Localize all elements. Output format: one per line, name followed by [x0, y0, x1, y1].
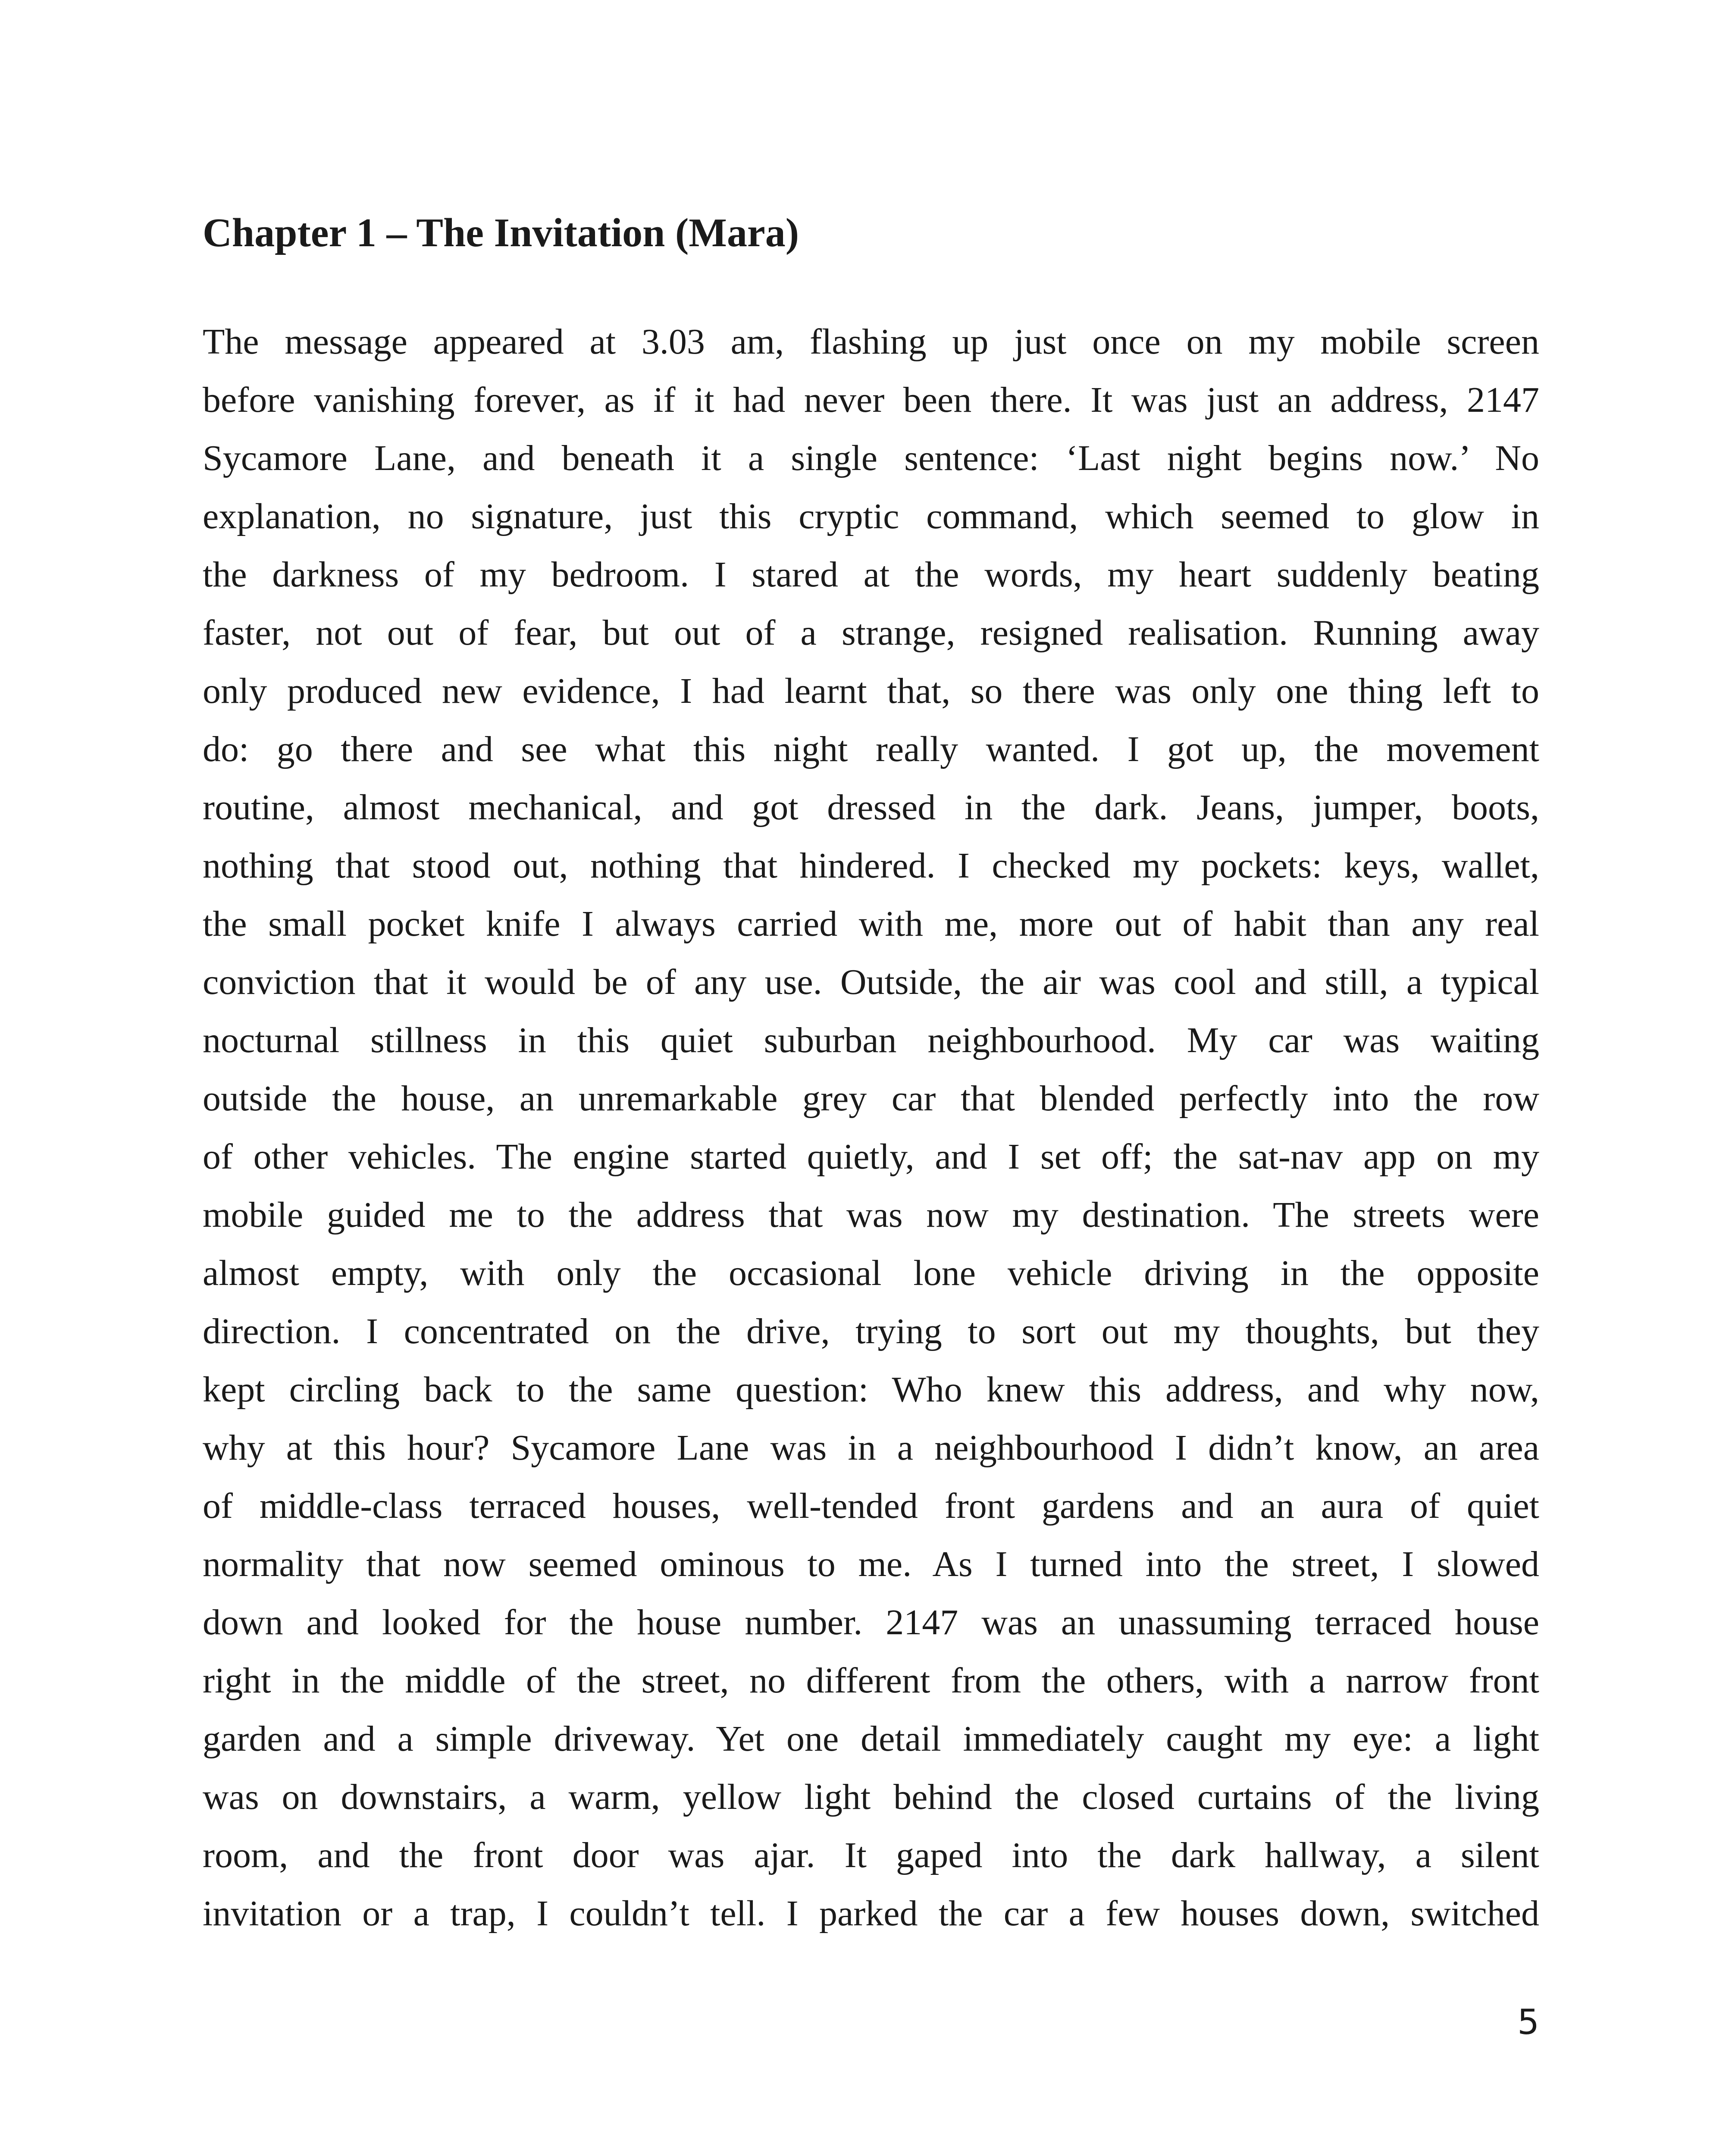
- text-line: almost empty, with only the occasional lone vehicle driving in the opposite: [203, 1253, 1539, 1293]
- chapter-title: Chapter 1 – The Invitation (Mara): [203, 210, 799, 255]
- chapter-body-text: [203, 313, 1539, 1943]
- text-line: explanation, no signature, just this cryptic command, which seemed to glow in: [203, 496, 1539, 536]
- text-line: kept circling back to the same question: Who knew this address, and why now,: [203, 1369, 1539, 1410]
- text-line: nothing that stood out, nothing that hindered. I checked my pockets: keys, wallet,: [203, 846, 1539, 886]
- text-line: down and looked for the house number. 2147 was an unassuming terraced house: [203, 1602, 1539, 1642]
- text-line: nocturnal stillness in this quiet suburban neighbourhood. My car was waiting: [203, 1020, 1539, 1060]
- text-line: Sycamore Lane, and beneath it a single sentence: ‘Last night begins now.’ No: [203, 438, 1539, 478]
- text-line: only produced new evidence, I had learnt that, so there was only one thing left to: [203, 671, 1539, 711]
- text-line: The message appeared at 3.03 am, flashing up just once on my mobile screen: [203, 322, 1539, 362]
- text-line: why at this hour? Sycamore Lane was in a neighbourhood I didn’t know, an area: [203, 1428, 1539, 1468]
- text-line: direction. I concentrated on the drive, trying to sort out my thoughts, but they: [203, 1311, 1539, 1351]
- text-line: the small pocket knife I always carried with me, more out of habit than any real: [203, 904, 1539, 944]
- text-line: of other vehicles. The engine started quietly, and I set off; the sat-nav app on my: [203, 1137, 1539, 1177]
- text-line: outside the house, an unremarkable grey car that blended perfectly into the row: [203, 1078, 1539, 1119]
- text-line: of middle-class terraced houses, well-tended front gardens and an aura of quiet: [203, 1486, 1539, 1526]
- text-line: room, and the front door was ajar. It gaped into the dark hallway, a silent: [203, 1835, 1539, 1875]
- text-line: do: go there and see what this night really wanted. I got up, the movement: [203, 729, 1539, 769]
- text-line: faster, not out of fear, but out of a strange, resigned realisation. Running away: [203, 613, 1539, 653]
- text-line: routine, almost mechanical, and got dressed in the dark. Jeans, jumper, boots,: [203, 787, 1539, 827]
- text-line: right in the middle of the street, no different from the others, with a narrow front: [203, 1661, 1539, 1701]
- text-line: was on downstairs, a warm, yellow light behind the closed curtains of the living: [203, 1777, 1539, 1817]
- text-line: normality that now seemed ominous to me. As I turned into the street, I slowed: [203, 1544, 1539, 1584]
- text-line: conviction that it would be of any use. Outside, the air was cool and still, a typical: [203, 962, 1539, 1002]
- text-line: the darkness of my bedroom. I stared at the words, my heart suddenly beating: [203, 555, 1539, 595]
- page-number: 5: [1517, 2002, 1539, 2042]
- text-line: invitation or a trap, I couldn’t tell. I parked the car a few houses down, switched: [203, 1893, 1539, 1934]
- text-line: mobile guided me to the address that was now my destination. The streets were: [203, 1195, 1539, 1235]
- text-line: garden and a simple driveway. Yet one detail immediately caught my eye: a light: [203, 1719, 1539, 1759]
- text-line: before vanishing forever, as if it had never been there. It was just an address, 2147: [203, 380, 1539, 420]
